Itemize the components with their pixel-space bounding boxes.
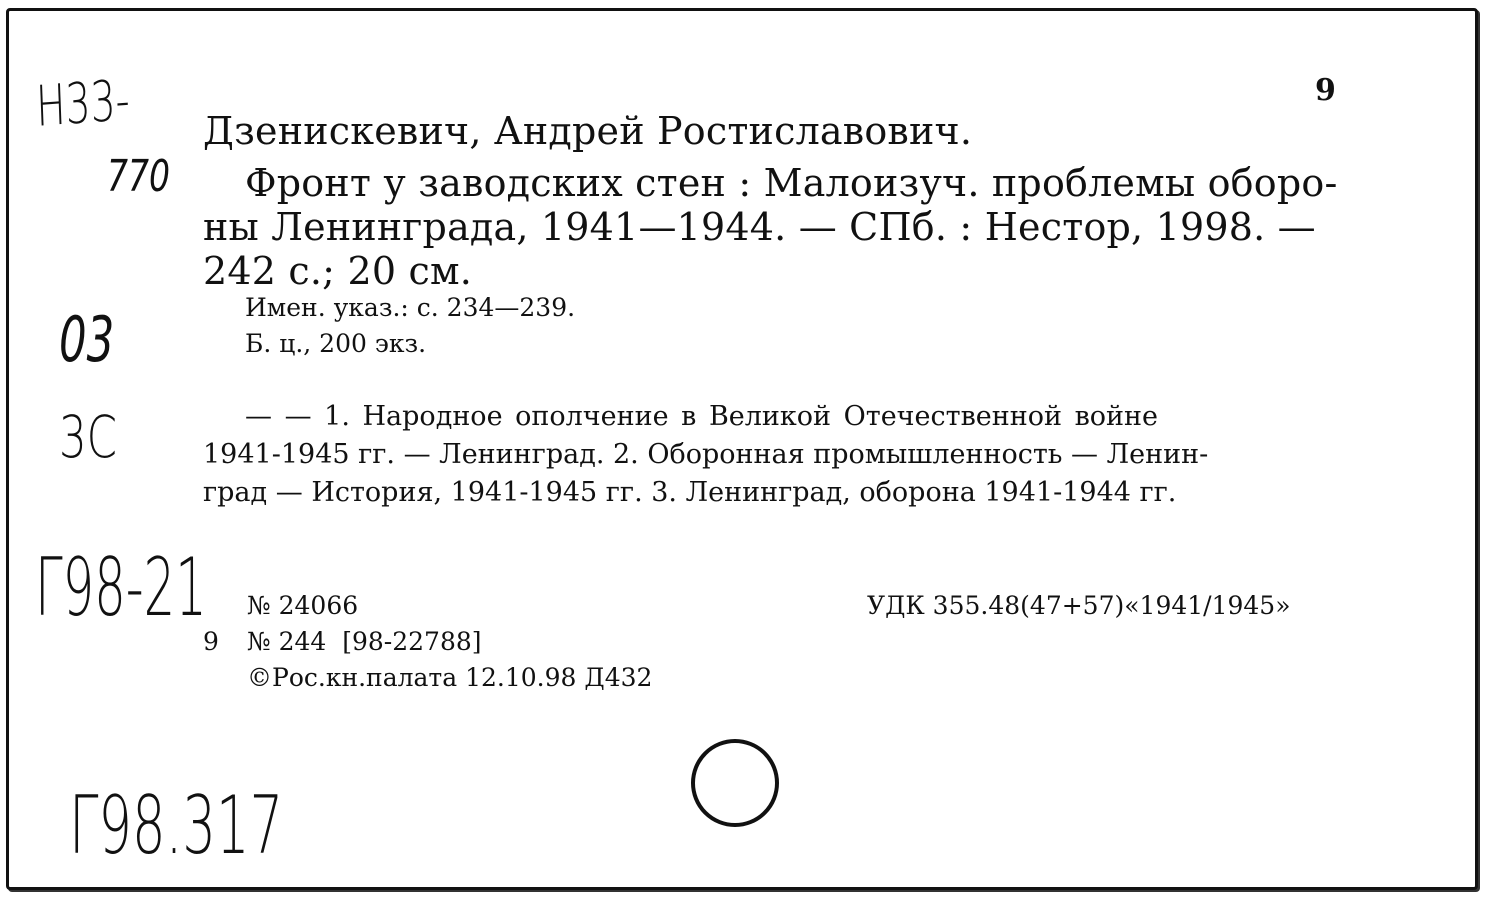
title-line-2: ны Ленинграда, 1941—1944. — СПб. : Нестор, 1998. — xyxy=(203,205,1316,249)
note-index: Имен. указ.: с. 234—239. xyxy=(245,293,576,322)
punch-hole xyxy=(691,739,779,827)
handwritten-shelf-mark-top: Н33- xyxy=(35,68,131,140)
handwritten-code-g98-317: Г98.317 xyxy=(69,779,284,872)
catalog-card xyxy=(6,8,1478,890)
record-number: № 24066 xyxy=(247,591,359,620)
handwritten-shelf-mark-bottom: 770 xyxy=(107,151,170,202)
card-number: 9 xyxy=(1315,73,1336,108)
subjects-line-2: 1941-1945 гг. — Ленинград. 2. Оборонная промышленность — Ленин- xyxy=(203,439,1209,470)
title-line-3: 242 с.; 20 см. xyxy=(203,249,473,293)
author-heading: Дзенискевич, Андрей Ростиславович. xyxy=(203,109,973,153)
handwritten-code-03: 03 xyxy=(59,303,115,376)
secondary-record-number: № 244 [98-22788] xyxy=(247,627,482,656)
handwritten-code-3c: 3С xyxy=(59,403,118,471)
handwritten-code-g98-21: Г98-21 xyxy=(35,541,207,634)
footer-prefix: 9 xyxy=(203,627,219,656)
subjects-line-1: — — 1. Народное ополчение в Великой Отечественной войне xyxy=(245,401,1158,432)
udk-code: УДК 355.48(47+57)«1941/1945» xyxy=(867,591,1291,620)
copyright-line: ©Рос.кн.палата 12.10.98 Д432 xyxy=(247,663,653,692)
subjects-line-3: град — История, 1941-1945 гг. 3. Ленинград, оборона 1941-1944 гг. xyxy=(203,477,1177,508)
note-price-print-run: Б. ц., 200 экз. xyxy=(245,329,427,358)
title-line-1: Фронт у заводских стен : Малоизуч. проблемы оборо- xyxy=(245,161,1338,205)
